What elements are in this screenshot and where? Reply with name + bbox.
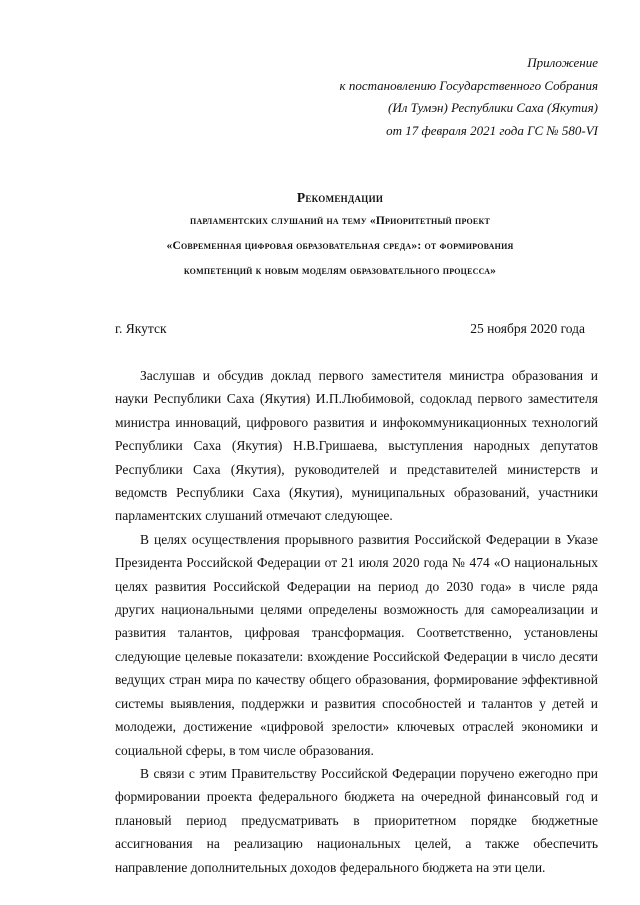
place-date-row (115, 318, 585, 340)
appendix-line-1: Приложение (527, 55, 598, 70)
title-line-1: парламентских слушаний на тему «Приоритетный проект (190, 215, 490, 227)
title-line-3: компетенций к новым моделям образовательного процесса» (183, 265, 497, 277)
date-label: 25 ноября 2020 года (470, 321, 585, 336)
paragraph-3: В связи с этим Правительству Российской Федерации поручено ежегодно при формировании проекта федерального бюджета на очередной финансовый год и плановый период предусматривать в приоритетном порядке бюджетные ассигнования на реализацию национальных целей, а также обеспечить направление дополнительных доходов федерального бюджета на эти цели. (115, 765, 598, 875)
appendix-line-4: от 17 февраля 2021 года ГС № 580-VI (386, 122, 598, 138)
appendix-line-2: к постановлению Государственного Собрания (339, 77, 598, 93)
paragraph-2: В целях осуществления прорывного развития Российской Федерации в Указе Президента Российской Федерации от 21 июля 2020 года № 474 «О национальных целях развития Российской Федерации на период до 2030 года» в числе ряда других национальными целями определены возможность для самореализации и развития талантов, цифровая трансформация. Соответственно, установлены следующие целевые показатели: вхождение Российской Федерации в число десяти ведущих стран мира по качеству общего образования, формирование эффективной системы выявления, поддержки и развития способностей и талантов у детей и молодежи, достижение «цифровой зрелости» ключевых отраслей экономики и социальной сферы, в том числе образования. (115, 531, 598, 758)
document-title (80, 187, 600, 284)
body-text (115, 364, 598, 879)
title-main: Рекомендации (296, 190, 384, 205)
appendix-line-3: (Ил Тумэн) Республики Саха (Якутия) (388, 100, 598, 115)
place-label: г. Якутск (115, 321, 167, 336)
paragraph-1: Заслушав и обсудив доклад первого заместителя министра образования и науки Республики Саха (Якутия) И.П.Любимовой, содоклад первого заместителя министра инноваций, цифрового развития и инфокоммуникационных технологий Республики Саха (Якутия) Н.В.Гришаева, выступления народных депутатов Республики Саха (Якутия), руководителей и представителей министерств и ведомств Республики Саха (Якутия), муниципальных образований, участники парламентских слушаний отмечают следующее. (115, 368, 598, 524)
appendix-note (238, 52, 598, 142)
title-line-2: «Современная цифровая образовательная среда»: от формирования (166, 240, 514, 252)
